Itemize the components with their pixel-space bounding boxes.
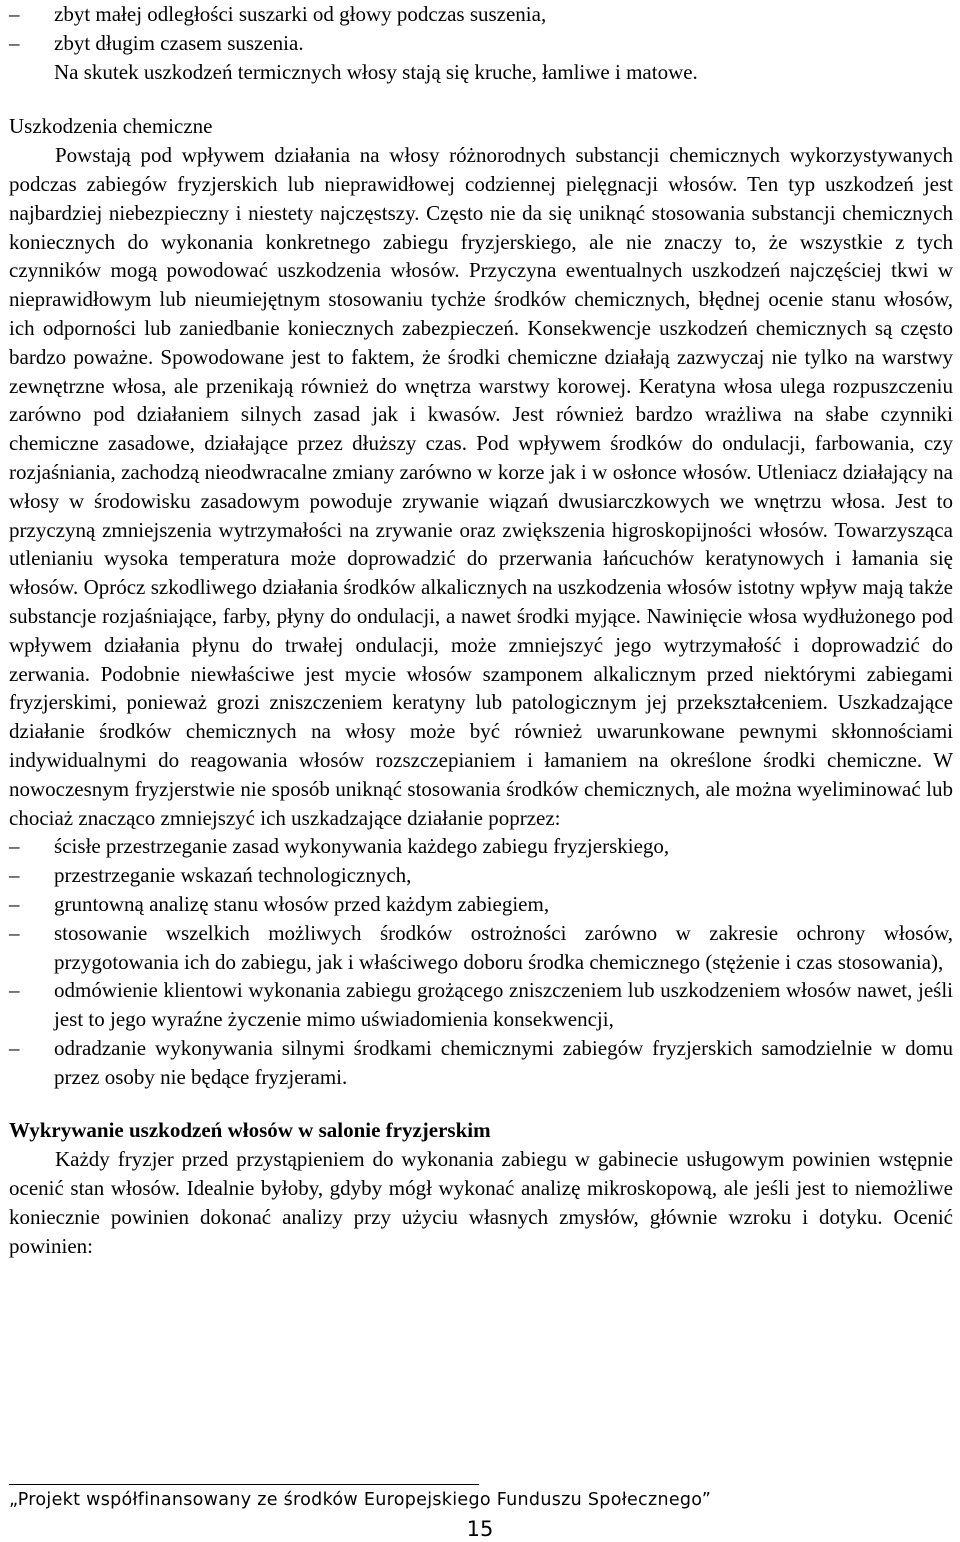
- list-dash: –: [9, 891, 20, 916]
- footer-divider: [9, 1484, 479, 1485]
- continuation-text: Na skutek uszkodzeń termicznych włosy stają się kruche, łamliwe i matowe.: [54, 59, 698, 84]
- list-dash: –: [9, 2, 20, 26]
- list-item-text: przestrzeganie wskazań technologicznych,: [54, 863, 412, 888]
- section-heading-salon: Wykrywanie uszkodzeń włosów w salonie fryzjerskim: [9, 1118, 491, 1143]
- list-item-text: zbyt długim czasem suszenia.: [54, 30, 304, 55]
- list-item: [9, 890, 953, 919]
- list-item: [9, 0, 953, 29]
- list-item-text: zbyt małej odległości suszarki od głowy podczas suszenia,: [54, 2, 547, 26]
- list-item-text: odradzanie wykonywania silnymi środkami chemicznymi zabiegów fryzjerskich samodzielnie w domu przez osoby nie będące fryzjerami.: [54, 1035, 953, 1089]
- list-item: [9, 861, 953, 890]
- list-dash: –: [9, 834, 20, 859]
- list-item: [9, 29, 953, 58]
- list-dash: –: [9, 30, 20, 55]
- paragraph-salon: Każdy fryzjer przed przystąpieniem do wykonania zabiegu w gabinecie usługowym powinien wstępnie ocenić stan włosów. Idealnie byłoby, gdyby mógł wykonać analizę mikroskopową, ale jeśli jest to niemożliwe koniecznie powinien dokonać analizy przy użyciu własnych zmysłów, głównie wzroku i dotyku. Ocenić powinien:: [9, 1147, 953, 1258]
- footer-note: „Projekt współfinansowany ze środków Europejskiego Funduszu Społecznego”: [9, 1490, 712, 1510]
- paragraph-chemical: Powstają pod wpływem działania na włosy różnorodnych substancji chemicznych wykorzystywanych podczas zabiegów fryzjerskich lub nieprawidłowej codziennej pielęgnacji włosów. Ten typ uszkodzeń jest najbardziej niebezpieczny i niestety najczęstszy. Często nie da się uniknąć stosowania substancji chemicznych koniecznych do wykonania konkretnego zabiegu fryzjerskiego, ale nie znaczy to, że wszystkie z tych czynników mogą powodować uszkodzenia włosów. Przyczyna ewentualnych uszkodzeń najczęściej tkwi w nieprawidłowym lub nieumiejętnym stosowaniu tychże środków chemicznych, błędnej ocenie stanu włosów, ich odporności lub zaniedbanie koniecznych zabezpieczeń. Konsekwencje uszkodzeń chemicznych są często bardzo poważne. Spowodowane jest to faktem, że środki chemiczne działają zazwyczaj nie tylko na warstwy zewnętrzne włosa, ale przenikają również do wnętrza warstwy korowej. Keratyna włosa ulega rozpuszczeniu zarówno pod działaniem silnych zasad jak i kwasów. Jest również bardzo wrażliwa na słabe czynniki chemiczne zasadowe, działające przez dłuższy czas. Pod wpływem środków do ondulacji, farbowania, czy rozjaśniania, zachodzą nieodwracalne zmiany zarówno w korze jak i w osłonce włosów. Utleniacz działający na włosy w środowisku zasadowym powoduje zrywanie wiązań dwusiarczkowych we wnętrzu włosa. Jest to przyczyną zmniejszenia wytrzymałości na zrywanie oraz zwiększenia higroskopijności włosów. Towarzysząca utlenianiu wysoka temperatura może doprowadzić do przerwania łańcuchów keratynowych i łamania się włosów. Oprócz szkodliwego działania środków alkalicznych na uszkodzenia włosów istotny wpływ mają także substancje rozjaśniające, farby, płyny do ondulacji, a nawet środki myjące. Nawinięcie włosa wydłużonego pod wpływem działania płynu do trwałej ondulacji, może zmniejszyć jego wytrzymałość i doprowadzić do zerwania. Podobnie niewłaściwe jest mycie włosów szamponem alkalicznym przed niektórymi zabiegami fryzjerskimi, ponieważ grozi zniszczeniem keratyny lub patologicznym jej przekształceniem. Uszkadzające działanie środków chemicznych na włosy może być również uwarunkowane pewnymi skłonnościami indywidualnymi do reagowania włosów rozszczepianiem i łamaniem na określone środki chemiczne. W nowoczesnym fryzjerstwie nie sposób uniknąć stosowania środków chemicznych, ale można wyeliminować lub chociaż znacząco zmniejszyć ich uszkadzające działanie poprzez:: [9, 143, 953, 830]
- list-continuation: [9, 58, 953, 87]
- list-item-text: ścisłe przestrzeganie zasad wykonywania każdego zabiegu fryzjerskiego,: [54, 834, 670, 859]
- document-page: [9, 0, 953, 1260]
- list-item: [9, 976, 953, 1034]
- list-item: [9, 919, 953, 977]
- section-heading-chemical: Uszkodzenia chemiczne: [9, 114, 213, 139]
- list-dash: –: [9, 920, 20, 945]
- list-item-text: gruntowną analizę stanu włosów przed każdym zabiegiem,: [54, 891, 550, 916]
- page-number: 15: [466, 1517, 494, 1541]
- list-item-text: odmówienie klientowi wykonania zabiegu grożącego zniszczeniem lub uszkodzeniem włosów nawet, jeśli jest to jego wyraźne życzenie mimo uświadomienia konsekwencji,: [54, 978, 953, 1032]
- list-item: [9, 1034, 953, 1092]
- list-item: [9, 832, 953, 861]
- list-item-text: stosowanie wszelkich możliwych środków ostrożności zarówno w zakresie ochrony włosów, przygotowania ich do zabiegu, jak i właściwego doboru środka chemicznego (stężenie i czas stosowania),: [54, 920, 953, 974]
- list-dash: –: [9, 1035, 20, 1060]
- list-dash: –: [9, 978, 20, 1003]
- list-dash: –: [9, 863, 20, 888]
